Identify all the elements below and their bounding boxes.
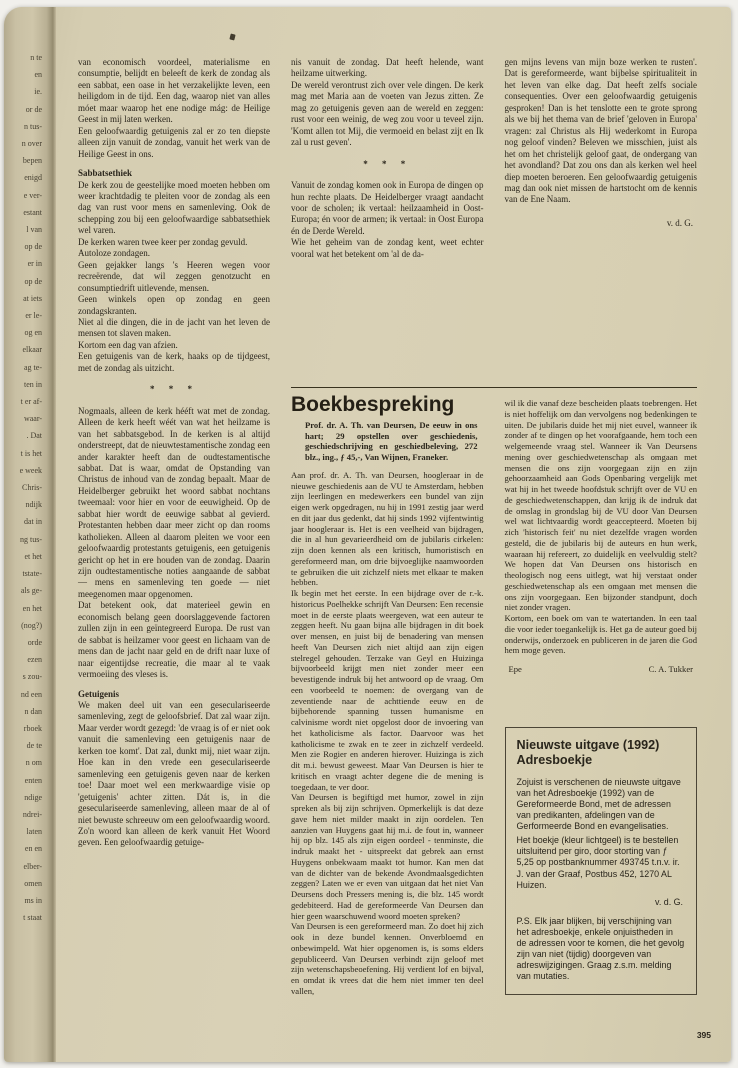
edge-fragment: er le-: [25, 311, 42, 321]
paragraph: Een geloofwaardig getuigenis zal er zo ten diepste alleen zijn vanuit de zondag, vanuit het werk van de Heilige Geest in ons.: [78, 125, 270, 159]
announcement-text: [517, 777, 686, 891]
review-place: Epe: [508, 664, 522, 674]
edge-fragment: at iets: [23, 293, 42, 303]
paragraph: De kerk zou de geestelijke moed moeten hebben om weer krachtdadig te pleiten voor de zondag als een dag van rust voor mens en samenleving. Ook de schepping zou bij een geloofwaardige sabbatsethiek wel varen.: [78, 179, 270, 236]
edge-fragment: ms in: [24, 895, 42, 905]
paragraph: De kerken waren twee keer per zondag gevuld.: [78, 236, 248, 247]
paragraph: Dat betekent ook, dat materieel gewin en economisch belang geen doorslaggevende factoren zullen zijn in een geïntegreerd Europa. De rust van de sabbat is heilzamer voor geest en lichaam van de mens dan de jacht naar geld en de drift naar luxe of naar eigentijdse recreatie, die maar al te vaak vermoeiing des vleses is.: [78, 600, 270, 680]
page-content: [78, 57, 697, 1038]
paragraph: Van Deursen is een gereformeerd man. Zo doet hij zich ook in deze bundel kennen. Onverbloemd en onbewimpeld. Wat hier opgenomen is, is soms elders gepubliceerd. Van Deursen verbindt zijn geloof met zijn wetenschapsbeoefening. Hij verdient lof en bijval, en omdat ik vrees dat die hem niet immer ten deel vallen,: [291, 921, 484, 996]
edge-fragment: omen: [24, 878, 42, 888]
page-number: 395: [696, 1030, 711, 1040]
paragraph: De wereld verontrust zich over vele dingen. De kerk mag met Maria aan de voeten van Jezus zitten. Ze mag zo getuigenis geven aan de wereld en zeggen: rust voor een weinig, de weg zou voor u teveel zijn. 'Komt allen tot Mij, die vermoeid en belast zijt en Ik zal u rust geven'.: [291, 79, 484, 148]
previous-page-edge-text: [4, 49, 42, 926]
edge-fragment: tstate-: [22, 569, 42, 579]
edge-fragment: l van: [26, 225, 42, 235]
paragraph: Nogmaals, alleen de kerk hééft wat met de zondag. Alleen de kerk heeft wéét van wat het heilzame is van het sabbatsgebod. In de kerken is al altijd onderstreept, dat de nieuwtestamentische zondag een ander karakter heeft dan de oudtestamentische sabbat. Dat is waar, omdat de Opstanding van Christus de inhoud van de zondag bepaalt. Maar de Heidelberger gebruikt het woord sabbat nochtans tweemaal: voor hier en voor de eeuwigheid. Op de sabbat hier wordt de eeuwige sabbat al gevierd. Protestanten hebben daar meer zicht op dan rooms katholieken. Alleen al daarom pleiten we voor een geloofwaardig protestants getuigenis, een getuigenis gericht op het in ere houden van de zondag. Daarin zijn oudtestamentische noties aangaande de sabbat — mens en samenleving ten goede — niet meegenomen maar opgenomen.: [78, 405, 270, 599]
edge-fragment: og en: [24, 328, 42, 338]
edge-fragment: Chris-: [22, 483, 42, 493]
paragraph: Wie het geheim van de zondag kent, weet echter vooral wat het betekent om 'al de da-: [291, 237, 484, 259]
edge-fragment: elkaar: [22, 345, 42, 355]
column-1: [78, 57, 270, 1038]
paragraph: Niet al die dingen, die in de jacht van het leven de mensen tot slaven maken.: [78, 316, 270, 339]
review-text-right: [505, 398, 698, 656]
edge-fragment: en en: [24, 844, 42, 854]
edge-fragment: en: [34, 70, 42, 80]
paragraph: We maken deel uit van een geseculariseerde samenleving, zegt de geloofsbrief. Dat zal waar zijn. Maar verder wordt gezegd: 'de vraag is of er niet ook vanuit die samenleving een getuigenis naar de kerken toe komt'. Dat zal, dunkt mij, niet waar zijn. Hoe kan in den vrede een geseculariseerde samenleving een getuigenis geven naar de kerken toe! Daar moet wel een merkwaardige visie op 'getuigenis' achter zitten. Dát is, in die geseculariseerde samenleving, alleen maar de al of niet bewuste schreeuw om een geloofwaardig woord. Zo'n woord kan alleen de kerk vanuit Het Woord geven. Een geloofwaardig getuige-: [78, 700, 270, 848]
section-heading: Getuigenis: [78, 688, 120, 699]
edge-fragment: ndrei-: [22, 809, 42, 819]
review-heading: Boekbespreking: [291, 393, 455, 416]
page-gutter: [4, 7, 56, 1062]
paragraph: Autoloze zondagen.: [78, 248, 150, 259]
paragraph: Kortom, een boek om van te watertanden. In een taal die voor ieder toegankelijk is. Het ga de auteur goed bij onderwijs, onderzoek en publiceren in de jaren die God hem moge geven.: [504, 613, 697, 656]
edge-fragment: ag te-: [24, 362, 42, 372]
edge-fragment: ezen: [27, 655, 42, 665]
announcement-title-line2: Adresboekje: [516, 753, 593, 768]
edge-fragment: rboek: [23, 723, 42, 733]
edge-fragment: n dan: [24, 706, 42, 716]
edge-fragment: de te: [26, 741, 42, 751]
review-signature-row: [505, 664, 698, 675]
announcement-signature: v. d. G.: [655, 896, 683, 907]
book-review-section: [291, 393, 697, 997]
paragraph: Aan prof. dr. A. Th. van Deursen, hoogleraar in de nieuwe geschiedenis aan de VU te Amsterdam, hebben zijn leerlingen en medewerkers een bundel van zijn eigen werk opgedragen, nu hij in 1991 zestig jaar werd en dit jaar dus gedenkt, dat hij sinds 1992 vijfentwintig jaar hoogleraar is. Het is een veelheid van bijdragen, die in al hun gevarieerdheid om de jubilaris cirkelen: zijn doen kennen als een kritisch, humoristisch en gereformeerd man, om drie bijvoeglijke naamwoorden te gebruiken die uit zichzelf niets met elkaar te maken hebben.: [291, 469, 484, 588]
paragraph: Vanuit de zondag komen ook in Europa de dingen op hun rechte plaats. De Heidelberger vraagt aandacht voor de scholen; ik vertaal: heilzaamheid in Oost-Europa; én voor de armen; ik vertaal: in Oost Europa én de Derde Wereld.: [291, 180, 484, 236]
review-column-right: [505, 398, 698, 997]
edge-fragment: n te: [30, 53, 42, 62]
edge-fragment: n over: [21, 139, 42, 149]
edge-fragment: t er af-: [20, 397, 42, 407]
review-author: C. A. Tukker: [648, 664, 693, 674]
scan-speck: [229, 33, 235, 40]
edge-fragment: t is het: [20, 448, 42, 458]
edge-fragment: ndige: [24, 792, 42, 802]
edge-fragment: bepen: [22, 156, 42, 166]
paragraph: Ik begin met het eerste. In een bijdrage over de r.-k. historicus Poelhekke schrijft Van Deursen: Een recensie moet in de eerste plaats weergeven, wat een auteur te zeggen heeft. Nu gaan bijna alle bijdragen in dit boek over mensen, en juist bij de benadering van mensen heeft Van Deursen zich niet altijd aan zijn eigen stelregel gehouden. Terzake van Geyl en Huizinga bijvoorbeeld krijgt men niet zonder meer een bevestigende indruk bij het antwoord op de vraag. Om een voorbeeld te noemen: de overgang van de zeventiende naar de achttiende eeuw en de bijbehorende spanning tussen humanisme en calvinisme wordt niet opgelost door de invoering van het katholicisme als factor. Daarvoor was het katholicisme te zwak en te zeer in zichzelf verdeeld. Men zie Rogier en anderen hierover. Huizinga is zich dit m.i. bewust geweest. Maar Van Deursen is hier te kritisch en vraagt achter degene die de mening is toegedaan, te ver door.: [291, 588, 484, 792]
paragraph: nis vanuit de zondag. Dat heeft helende, want heilzame uitwerking.: [291, 57, 484, 79]
article-top-row: [291, 57, 697, 387]
edge-fragment: estant: [23, 207, 42, 217]
article-signature: v. d. G.: [666, 217, 693, 228]
edge-fragment: or de: [25, 104, 42, 114]
announcement-ps: P.S. Elk jaar blijken, bij verschijning van het adresboekje, enkele onjuistheden in de adressen voor te komen, die het gevolg zijn van niet (tijdig) doorgeven van adreswijzigingen. Graag z.s.m. melding van mutaties.: [516, 915, 685, 982]
edge-fragment: op de: [24, 276, 42, 286]
edge-fragment: er in: [27, 259, 42, 269]
edge-fragment: . Dat: [26, 431, 42, 441]
edge-fragment: elber-: [23, 861, 42, 871]
section-heading: Sabbatsethiek: [78, 168, 133, 179]
edge-fragment: et het: [24, 551, 42, 561]
edge-fragment: nd een: [20, 689, 42, 699]
edge-fragment: ie.: [34, 87, 42, 97]
column-2-top: [291, 57, 484, 387]
edge-fragment: n tus-: [24, 121, 42, 131]
review-column-left: [291, 393, 484, 997]
paragraph: Geen gejakker langs 's Heeren wegen voor recreërende, dat wil zeggen genotzucht en consumptiedrift uitlevende, mensen.: [78, 259, 270, 293]
paragraph: Geen winkels open op zondag en geen zondagskranten.: [78, 294, 270, 316]
edge-fragment: laten: [26, 827, 42, 837]
edge-fragment: als ge-: [20, 586, 42, 596]
edge-fragment: e week: [19, 465, 42, 475]
edge-fragment: enten: [24, 775, 42, 785]
edge-fragment: (nog?): [21, 620, 42, 630]
page-sheet: [4, 7, 731, 1062]
edge-fragment: enigd: [24, 173, 42, 183]
edge-fragment: ndijk: [25, 500, 42, 510]
edge-fragment: n om: [25, 758, 42, 768]
paragraph: Het boekje (kleur lichtgeel) is te bestellen uitsluitend per giro, door storting van ƒ 5,25 op postbanknummer 493745 t.n.v. ir. J. van der Graaf, Postbus 452, 1270 AL Huizen.: [516, 835, 680, 890]
separator: * * *: [363, 158, 412, 169]
column-3-top-text: [505, 57, 698, 206]
review-text-left: [291, 470, 484, 997]
edge-fragment: e ver-: [23, 190, 42, 200]
announcement-title: [517, 738, 686, 769]
edge-fragment: waar-: [23, 414, 42, 424]
section-divider: [291, 387, 697, 388]
paragraph: wil ik die vanaf deze bescheiden plaats toebrengen. Het is niet hoffelijk om dan vervolgens nog bedenkingen te uiten. De jubilaris duide het mij niet euvel, wanneer ik zonder af te dingen op het voorafgaande, hem toch een welgemeende vraag stel. Wanneer ik Van Deursens mening over geschiedwetenschap als omgaan met mensen die ons zijn voorgegaan zijn en zijn gehoorzaamheid aan Gods Openbaring vergelijk met wat hij in het tweede hoofdstuk schrijft over de VU en de geschiedwetenschappen, dan krijg ik de indruk dat de omslag in grondslag bij de VU door Van Deursen wel wat lichtvaardig wordt geaccepteerd. Moeten bij zich 'historisch feit' nu niet dezelfde vragen worden gesteld, die de jubilaris bij de auteurs en hun werk, waaraan hij refereert, zo duidelijk en veelvuldig stelt? We hopen dat Van Deursen ons historisch en theologisch nog eens uitlegt, wat hij verstaat onder geschiedwetenschap als een omgaan met mensen die ons zijn voorgegaan. Een bijzonder standpunt, doch niet zonder vragen.: [504, 398, 697, 613]
edge-fragment: t staat: [23, 913, 42, 923]
edge-fragment: op de: [24, 242, 42, 252]
book-reference: Prof. dr. A. Th. van Deursen, De eeuw in ons hart; 29 opstellen over geschiedenis, geschiedschrijving en geschiedbeleving, 272 blz., ing., ƒ 45,-, Van Wijnen, Franeker.: [305, 419, 478, 462]
edge-fragment: s zou-: [22, 672, 42, 682]
edge-fragment: orde: [27, 637, 42, 647]
edge-fragment: ng tus-: [20, 534, 42, 544]
paragraph: Een getuigenis van de kerk, haaks op de tijdgeest, met de zondag als uitzicht.: [78, 351, 270, 373]
paragraph: van economisch voordeel, materialisme en consumptie, belijdt en beleeft de kerk de zondag als een sabbat, een oase in het verzakelijkte leven, een heiligdom in de tijd. Een dag, waarop niet van alles móet maar waarop het ene nodige mág: de Heilige Geest in mij laten werken.: [78, 57, 270, 125]
paragraph: Van Deursen is begiftigd met humor, zowel in zijn spreken als bij zijn schrijven. Opmerkelijk is dat deze gave hem niet milder maakt in zijn oordelen. Ten aanzien van Huygens gaat hij m.i. de fout in, wanneer hij op blz. 145 als zijn eigen oordeel - tenminste, die indruk maakt het - uitspreekt dat gebrek aan ernst Huygens onbekwaam maakt tot humor. Kan men dat van de dichter van de bekende Avondmaalsgedichten zeggen? Laten we er even van uitgaan dat het niet Van Deursens doch Pressers mening is, die blz. 145 wordt gedebiteerd. Had de gereformeerde Van Deursen dan hier geen waarschuwend woord moeten spreken?: [291, 792, 484, 921]
column-3-top: [505, 57, 698, 387]
paragraph: Zojuist is verschenen de nieuwste uitgave van het Adresboekje (1992) van de Gereformeerde Bond, met de adressen van predikanten, afdelingen van de Gerformeerde Bond en evangelisaties.: [516, 776, 681, 832]
paragraph: Kortom een dag van afzien.: [78, 339, 178, 350]
paragraph: gen mijns levens van mijn boze werken te rusten'. Dat is gereformeerde, want bijbelse spiritualiteit in het leven van elke dag. Dat heeft zelfs sociale consequenties. Over een geloofwaardig getuigenis gesproken! Dan is het tenslotte een te grote sprong als we bij het thema van de brief 'geloven in Europa' vragen: zal Christus als Hij wederkomt in Europa nog geloof vinden? Beleven we misschien, juist als het om het christelijk geloof gaat, de ondergang van het avondland? Dat zou ons dan als kerken wel heel diep moeten beroeren. Een geloofwaardig getuigenis mag dan ook niet missen de hartstocht om de kennis van de Ene Naam.: [504, 57, 697, 205]
separator: * * *: [150, 384, 198, 395]
edge-fragment: en het: [22, 603, 42, 613]
edge-fragment: ten in: [24, 379, 42, 389]
edge-fragment: dat in: [24, 517, 42, 527]
announcement-box: [505, 727, 698, 996]
announcement-title-line1: Nieuwste uitgave (1992): [516, 737, 660, 752]
columns-2-3: [291, 57, 697, 1038]
